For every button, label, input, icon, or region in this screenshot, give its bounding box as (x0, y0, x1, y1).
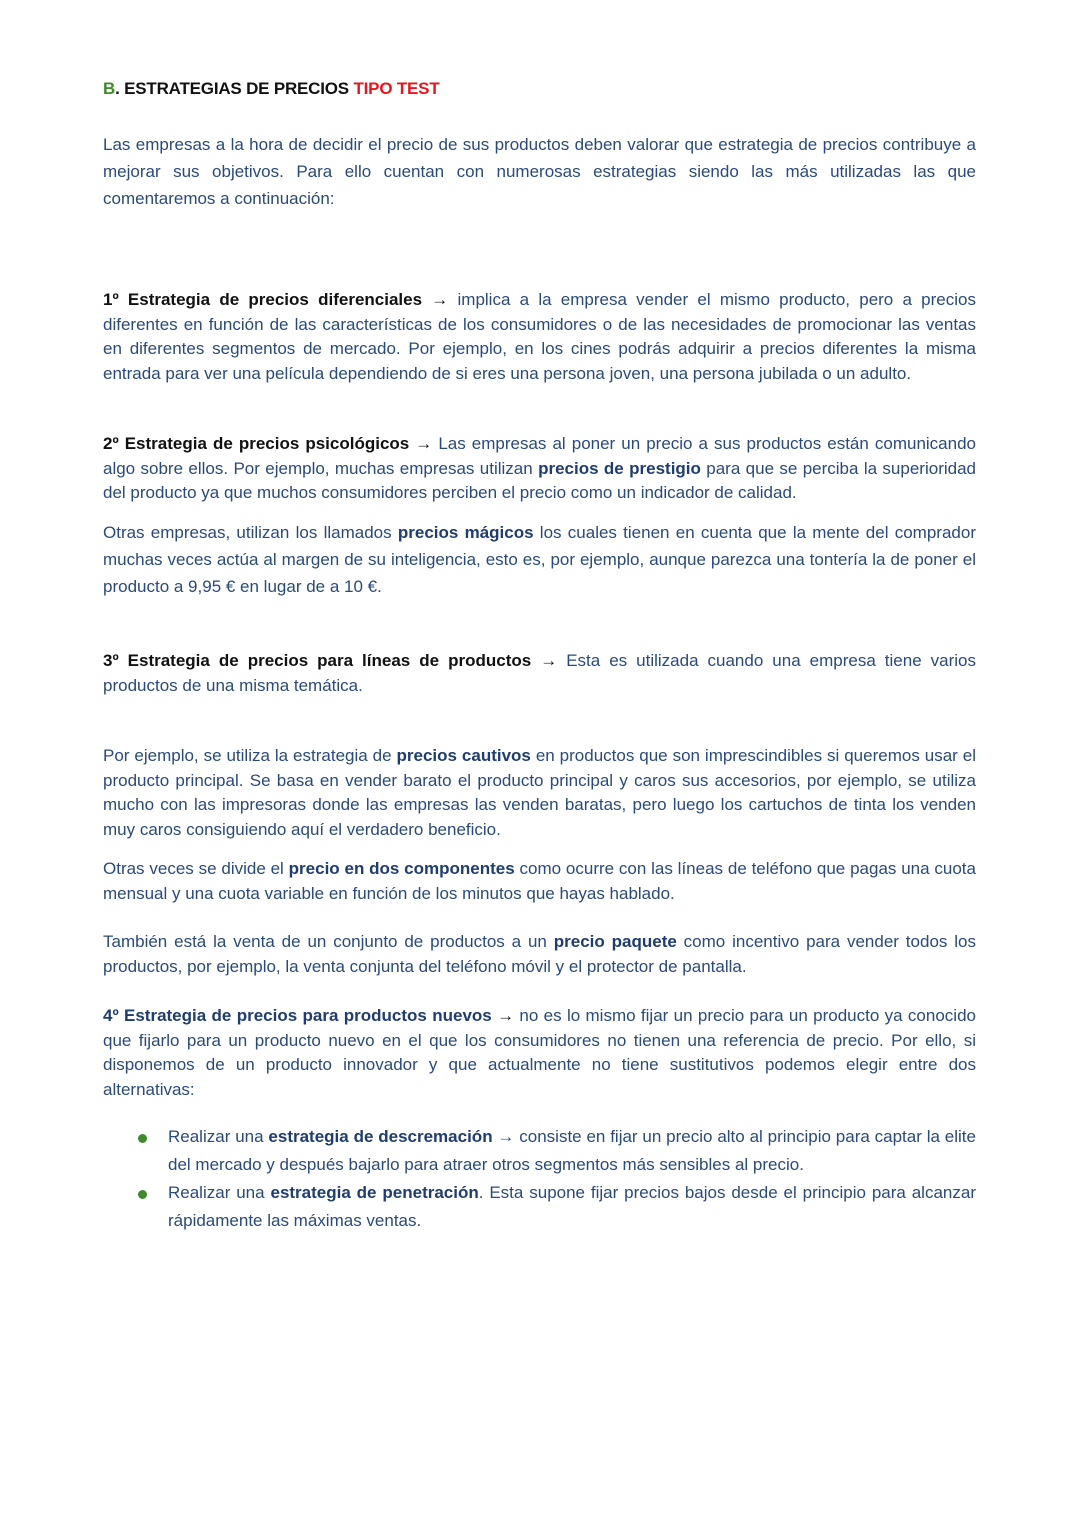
strategy-4-bullet-list (103, 1123, 976, 1235)
strategy-2-text-b: para que se perciba la superioridad del producto ya que muchos consumidores perciben el precio como un indicador de calidad. (103, 458, 976, 502)
arrow-icon: → (497, 1006, 515, 1025)
list-item (103, 1123, 976, 1179)
section-heading (103, 79, 440, 99)
strategy-3-paragraph-2 (103, 744, 976, 842)
strategy-2-p2-text-a: Otras empresas, utilizan los llamados (103, 523, 398, 542)
strategy-4-title: 4º Estrategia de precios para productos nuevos (103, 1006, 492, 1025)
strategy-3-p2-keyword: precios cautivos (396, 746, 531, 765)
strategy-3-title: 3º Estrategia de precios para líneas de productos (103, 651, 532, 670)
strategy-3-paragraph (103, 649, 976, 698)
strategy-2-text-a: Las empresas al poner un precio a sus productos están comunicando algo sobre ellos. Por ejemplo, muchas empresas utilizan (103, 434, 976, 478)
strategy-2-p2-text-b: los cuales tienen en cuenta que la mente del comprador muchas veces actúa al margen de su inteligencia, esto es, por ejemplo, aunque parezca una tontería la de poner el producto a 9,95 € en lugar de a 10 €. (103, 523, 976, 596)
strategy-3-p4-text-b: como incentivo para vender todos los productos, por ejemplo, la venta conjunta del teléfono móvil y el protector de pantalla. (103, 932, 976, 976)
strategy-3-p2-text-b: en productos que son imprescindibles si queremos usar el producto principal. Se basa en vender barato el producto principal y caros sus accesorios, por ejemplo, se utiliza mucho con las impresoras donde las empresas las venden baratas, pero luego los cartuchos de tinta los venden muy caros consiguiendo aquí el verdadero beneficio. (103, 746, 976, 839)
arrow-icon: → (415, 434, 433, 453)
strategy-2-p2-keyword: precios mágicos (397, 523, 534, 542)
heading-title: . ESTRATEGIAS DE PRECIOS (115, 79, 354, 98)
intro-paragraph: Las empresas a la hora de decidir el precio de sus productos deben valorar que estrategia de precios contribuye a mejorar sus objetivos. Para ello cuentan con numerosas estrategias siendo las más utilizadas las que comentaremos a continuación: (103, 135, 976, 208)
bullet-text-a: Realizar una (168, 1183, 271, 1202)
strategy-4-text: no es lo mismo fijar un precio para un producto ya conocido que fijarlo para un producto nuevo en el que los consumidores no tienen una referencia de precio. Por ello, si disponemos de un producto innovador y que actualmente no tiene sustitutivos podemos elegir entre dos alternativas: (103, 1006, 976, 1099)
strategy-3-p2-text-a: Por ejemplo, se utiliza la estrategia de (103, 746, 397, 765)
strategy-1-text: implica a la empresa vender el mismo producto, pero a precios diferentes en función de las características de los consumidores o de las necesidades de promocionar las ventas en diferentes segmentos de mercado. Por ejemplo, en los cines podrás adquirir a precios diferentes la misma entrada para ver una película dependiendo de si eres una persona joven, una persona jubilada o un adulto. (103, 290, 976, 383)
bullet-keyword: estrategia de descremación (268, 1127, 493, 1146)
strategy-2-paragraph-2 (103, 519, 976, 600)
bullet-text-a: Realizar una (168, 1127, 269, 1146)
strategy-3-paragraph-3 (103, 857, 976, 906)
heading-tag: TIPO TEST (353, 79, 440, 98)
strategy-4-paragraph (103, 1004, 976, 1102)
strategy-3-paragraph-4 (103, 930, 976, 979)
list-item (103, 1179, 976, 1235)
arrow-icon: → (540, 651, 558, 670)
strategy-1-title: 1º Estrategia de precios diferenciales (103, 290, 423, 309)
bullet-icon (138, 1190, 147, 1199)
bullet-text-b: . Esta supone fijar precios bajos desde el principio para alcanzar rápidamente las máximas ventas. (168, 1183, 976, 1230)
strategy-3-text: Esta es utilizada cuando una empresa tiene varios productos de una misma temática. (103, 651, 976, 695)
strategy-1-paragraph (103, 288, 976, 386)
bullet-icon (138, 1134, 147, 1143)
arrow-icon: → (431, 290, 449, 309)
strategy-2-keyword: precios de prestigio (538, 458, 701, 478)
strategy-3-p3-text-b: como ocurre con las líneas de teléfono que pagas una cuota mensual y una cuota variable en función de los minutos que hayas hablado. (103, 859, 976, 903)
strategy-2-title: 2º Estrategia de precios psicológicos (103, 434, 410, 453)
strategy-3-p3-text-a: Otras veces se divide el (103, 859, 289, 878)
strategy-3-p3-keyword: precio en dos componentes (288, 859, 515, 878)
heading-letter: B (103, 79, 116, 98)
bullet-keyword: estrategia de penetración (270, 1183, 479, 1202)
strategy-3-p4-keyword: precio paquete (553, 932, 677, 951)
strategy-2-paragraph (103, 432, 976, 506)
bullet-text-b: → consiste en fijar un precio alto al principio para captar la elite del mercado y después bajarlo para atraer otros segmentos más sensibles al precio. (168, 1127, 976, 1174)
strategy-3-p4-text-a: También está la venta de un conjunto de productos a un (103, 932, 554, 951)
